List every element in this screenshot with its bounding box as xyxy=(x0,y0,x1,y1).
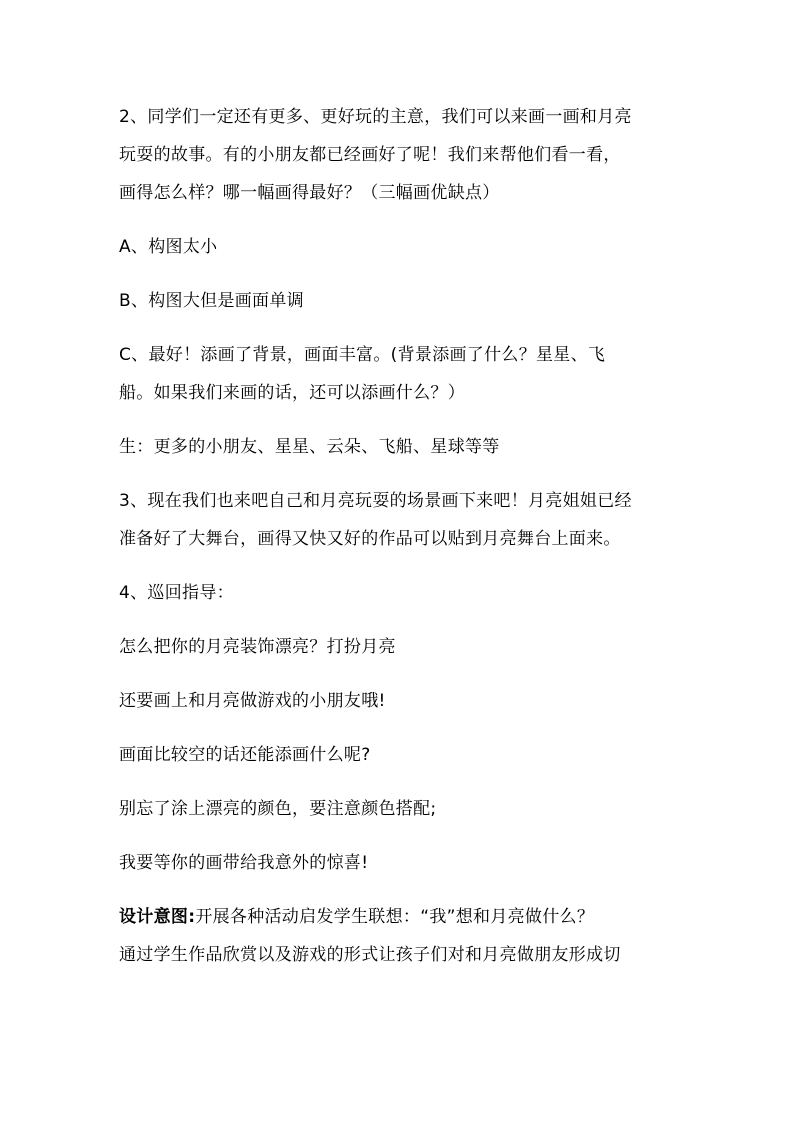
paragraph-option-b: B、构图大但是画面单调 xyxy=(119,291,304,311)
paragraph-step-4: 4、巡回指导： xyxy=(119,583,234,603)
paragraph-step-3 xyxy=(119,482,679,558)
tip-line: 还要画上和月亮做游戏的小朋友哦! xyxy=(119,691,386,711)
document-page xyxy=(119,98,679,990)
text-line: 船。如果我们来画的话，还可以添画什么？） xyxy=(119,383,465,403)
text-line: 玩耍的故事。有的小朋友都已经画好了呢！我们来帮他们看一看， xyxy=(119,145,621,165)
paragraph-option-c xyxy=(119,336,679,412)
design-intent-text: 开展各种活动启发学生联想：“我”想和月亮做什么？ xyxy=(195,907,595,927)
text-line: 3、现在我们也来吧自己和月亮玩耍的场景画下来吧！月亮姐姐已经 xyxy=(119,491,632,511)
paragraph-student-answer: 生：更多的小朋友、星星、云朵、飞船、星球等等 xyxy=(119,437,500,457)
tip-line: 画面比较空的话还能添画什么呢? xyxy=(119,745,371,765)
text-line: 准备好了大舞台，画得又快又好的作品可以贴到月亮舞台上面来。 xyxy=(119,529,621,549)
text-line: C、最好！添画了背景，画面丰富。(背景添画了什么？星星、飞 xyxy=(119,345,606,365)
tip-line: 别忘了涂上漂亮的颜色，要注意颜色搭配; xyxy=(119,799,437,819)
paragraph-option-a: A、构图太小 xyxy=(119,237,218,257)
design-intent-label: 设计意图: xyxy=(119,907,196,927)
text-line xyxy=(119,898,679,936)
text-line: 2、同学们一定还有更多、更好玩的主意，我们可以来画一画和月亮 xyxy=(119,107,632,127)
tip-line: 怎么把你的月亮装饰漂亮？打扮月亮 xyxy=(119,637,396,657)
paragraph-step-2 xyxy=(119,98,679,212)
text-line: 画得怎么样？哪一幅画得最好？（三幅画优缺点） xyxy=(119,183,500,203)
text-line: 通过学生作品欣赏以及游戏的形式让孩子们对和月亮做朋友形成切 xyxy=(119,945,621,965)
paragraph-design-intent xyxy=(119,898,679,974)
tip-line: 我要等你的画带给我意外的惊喜! xyxy=(119,853,369,873)
